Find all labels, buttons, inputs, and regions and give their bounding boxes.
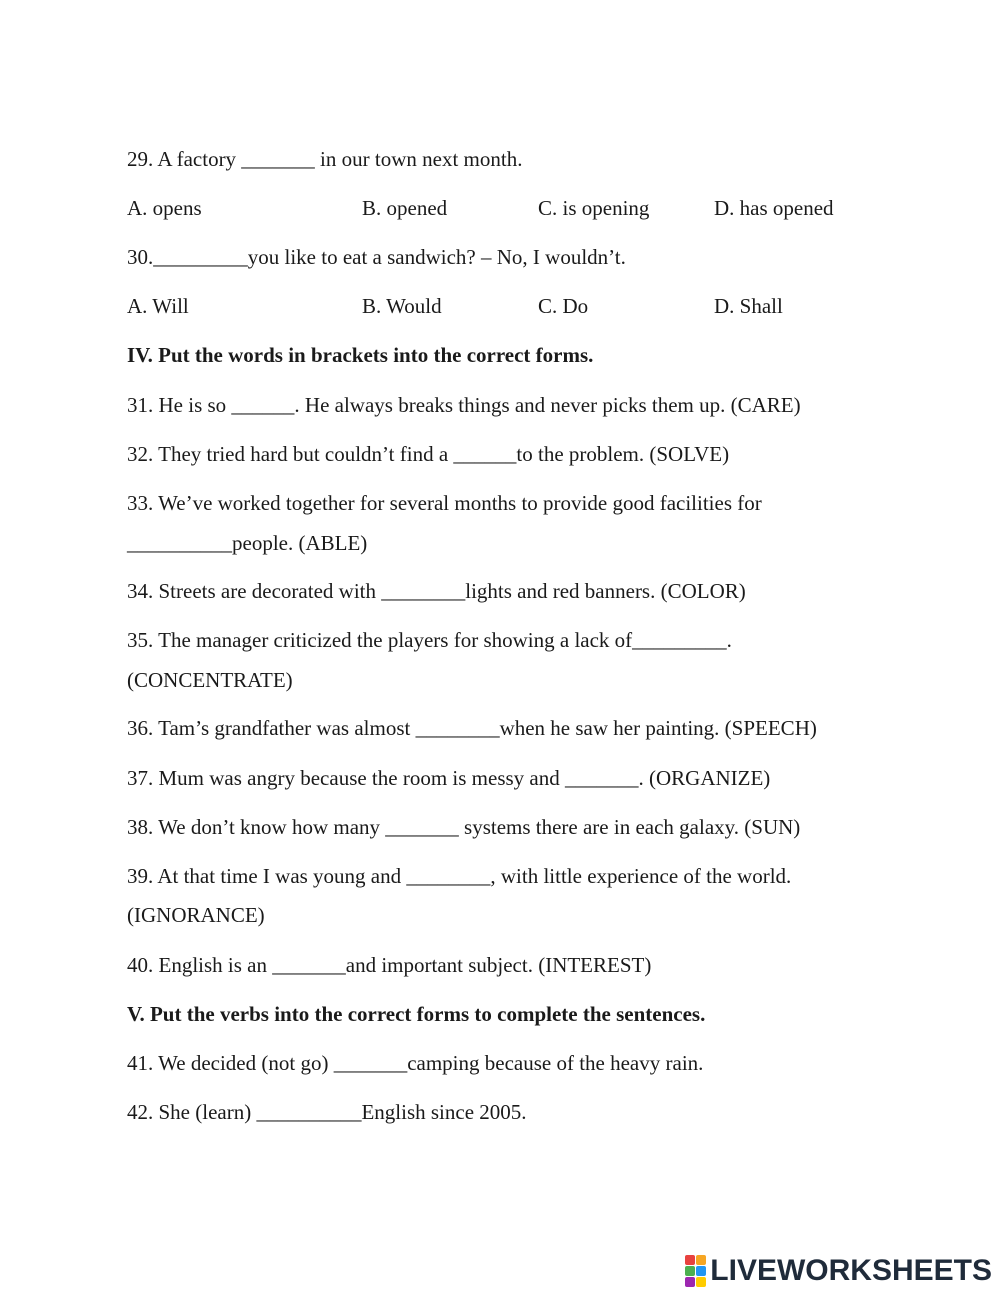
section-4-heading: IV. Put the words in brackets into the correct forms. — [127, 343, 594, 367]
q30-option-a: A. Will — [127, 294, 189, 318]
question-31: 31. He is so ______. He always breaks things and never picks them up. (CARE) — [127, 393, 801, 417]
question-40: 40. English is an _______and important subject. (INTEREST) — [127, 953, 652, 977]
question-30: 30._________you like to eat a sandwich? – No, I wouldn’t. — [127, 245, 626, 269]
q30-option-b: B. Would — [362, 294, 442, 318]
question-36: 36. Tam’s grandfather was almost ________when he saw her painting. (SPEECH) — [127, 716, 817, 740]
question-38: 38. We don’t know how many _______ systems there are in each galaxy. (SUN) — [127, 815, 801, 839]
question-35: 35. The manager criticized the players for showing a lack of_________. — [127, 628, 732, 652]
question-41: 41. We decided (not go) _______camping because of the heavy rain. — [127, 1051, 704, 1075]
question-35-continued: (CONCENTRATE) — [127, 668, 293, 692]
question-29: 29. A factory _______ in our town next month. — [127, 147, 523, 171]
q30-option-c: C. Do — [538, 294, 589, 318]
liveworksheets-logo-icon — [685, 1255, 706, 1287]
question-33: 33. We’ve worked together for several months to provide good facilities for — [127, 491, 762, 515]
question-32: 32. They tried hard but couldn’t find a ______to the problem. (SOLVE) — [127, 442, 730, 466]
question-39-continued: (IGNORANCE) — [127, 903, 265, 927]
question-39: 39. At that time I was young and ________, with little experience of the world. — [127, 864, 792, 888]
q30-option-d: D. Shall — [714, 294, 783, 318]
q29-option-b: B. opened — [362, 196, 448, 220]
q29-option-d: D. has opened — [714, 196, 834, 220]
question-42: 42. She (learn) __________English since 2005. — [127, 1100, 527, 1124]
question-37: 37. Mum was angry because the room is messy and _______. (ORGANIZE) — [127, 766, 771, 790]
q29-option-a: A. opens — [127, 196, 202, 220]
liveworksheets-logo — [685, 1254, 992, 1288]
section-5-heading: V. Put the verbs into the correct forms to complete the sentences. — [127, 1002, 706, 1026]
question-34: 34. Streets are decorated with ________lights and red banners. (COLOR) — [127, 579, 746, 603]
logo-text: LIVEWORKSHEETS — [710, 1254, 992, 1287]
question-33-continued: __________people. (ABLE) — [127, 531, 368, 555]
q29-option-c: C. is opening — [538, 196, 650, 220]
